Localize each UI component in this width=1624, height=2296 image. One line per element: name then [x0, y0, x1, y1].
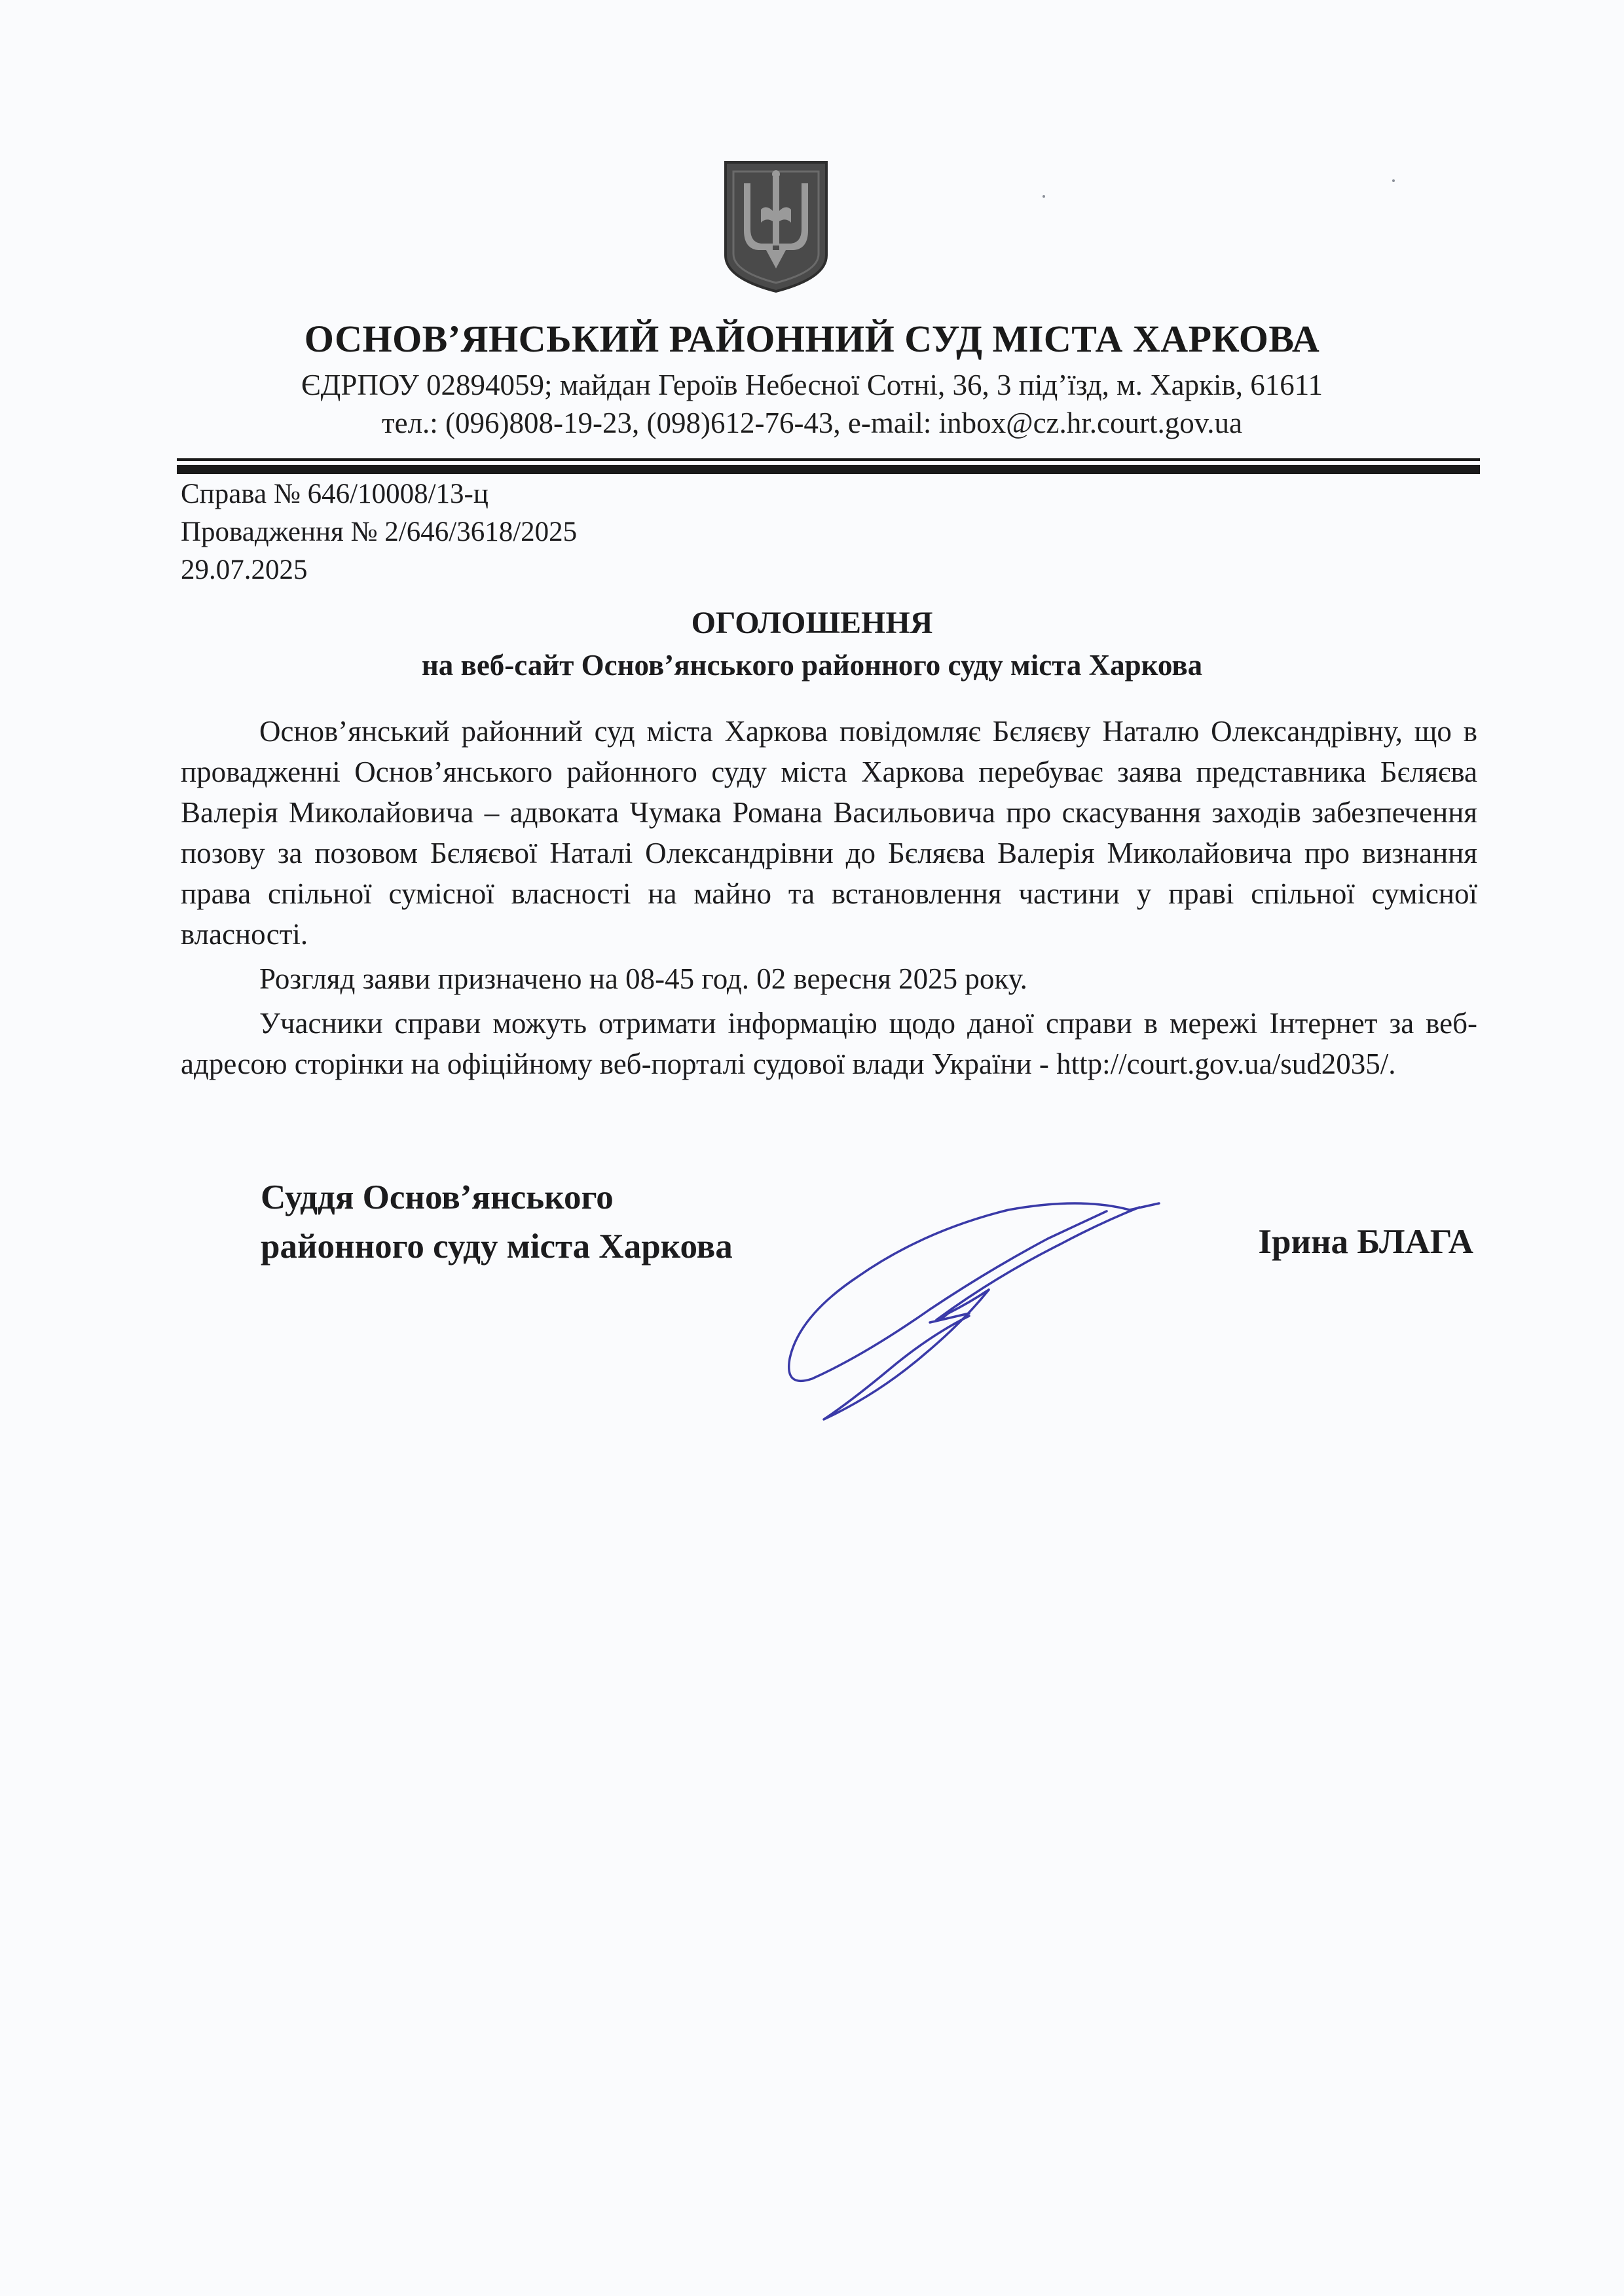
body-paragraph: Розгляд заяви призначено на 08-45 год. 02 вересня 2025 року.: [259, 962, 1027, 995]
scan-speck: [1043, 195, 1045, 198]
court-contacts: тел.: (096)808-19-23, (098)612-76-43, e-mail: inbox@cz.hr.court.gov.ua: [381, 407, 1243, 439]
ukraine-trident-emblem-icon: [720, 157, 832, 295]
announcement-body: [181, 711, 1477, 1088]
announcement-title: ОГОЛОШЕННЯ: [691, 606, 933, 640]
case-meta: [181, 475, 577, 589]
judge-title: [261, 1173, 733, 1271]
body-paragraph: Основ’янський районний суд міста Харкова повідомляє Бєляєву Наталю Олександрівну, що в провадженні Основ’янського районного суду міста Харкова перебуває заява представника Бєляєва Валерія Миколайовича – адвоката Чумака Романа Васильовича про скасування заходів забезпечення позову за позовом Бєляєвої Наталі Олександрівни до Бєляєва Валерія Миколайовича про визнання права спільної сумісної власності на майно та встановлення частини у праві спільної сумісної власності.: [181, 715, 1477, 951]
case-number: Справа № 646/10008/13-ц: [181, 479, 489, 509]
header-divider-thin: [177, 458, 1480, 461]
proceeding-number: Провадження № 2/646/3618/2025: [181, 517, 578, 547]
announcement-subtitle: на веб-сайт Основ’янського районного суду міста Харкова: [421, 649, 1203, 682]
document-date: 29.07.2025: [181, 555, 308, 585]
body-paragraph: Учасники справи можуть отримати інформацію щодо даної справи в мережі Інтернет за веб-адресою сторінки на офіційному веб-порталі судової влади України - http://court.gov.ua/sud2035/.: [181, 1007, 1477, 1080]
header-divider-thick: [177, 465, 1480, 474]
judge-title-line: районного суду міста Харкова: [261, 1228, 733, 1266]
court-address: ЄДРПОУ 02894059; майдан Героїв Небесної Сотні, 36, 3 під’їзд, м. Харків, 61611: [301, 369, 1323, 401]
court-name: ОСНОВ’ЯНСЬКИЙ РАЙОННИЙ СУД МІСТА ХАРКОВА: [304, 318, 1320, 360]
handwritten-signature-icon: [773, 1192, 1179, 1427]
judge-name: Ірина БЛАГА: [1258, 1223, 1473, 1261]
judge-title-line: Суддя Основ’янського: [261, 1178, 614, 1216]
scan-speck: [1392, 179, 1395, 182]
